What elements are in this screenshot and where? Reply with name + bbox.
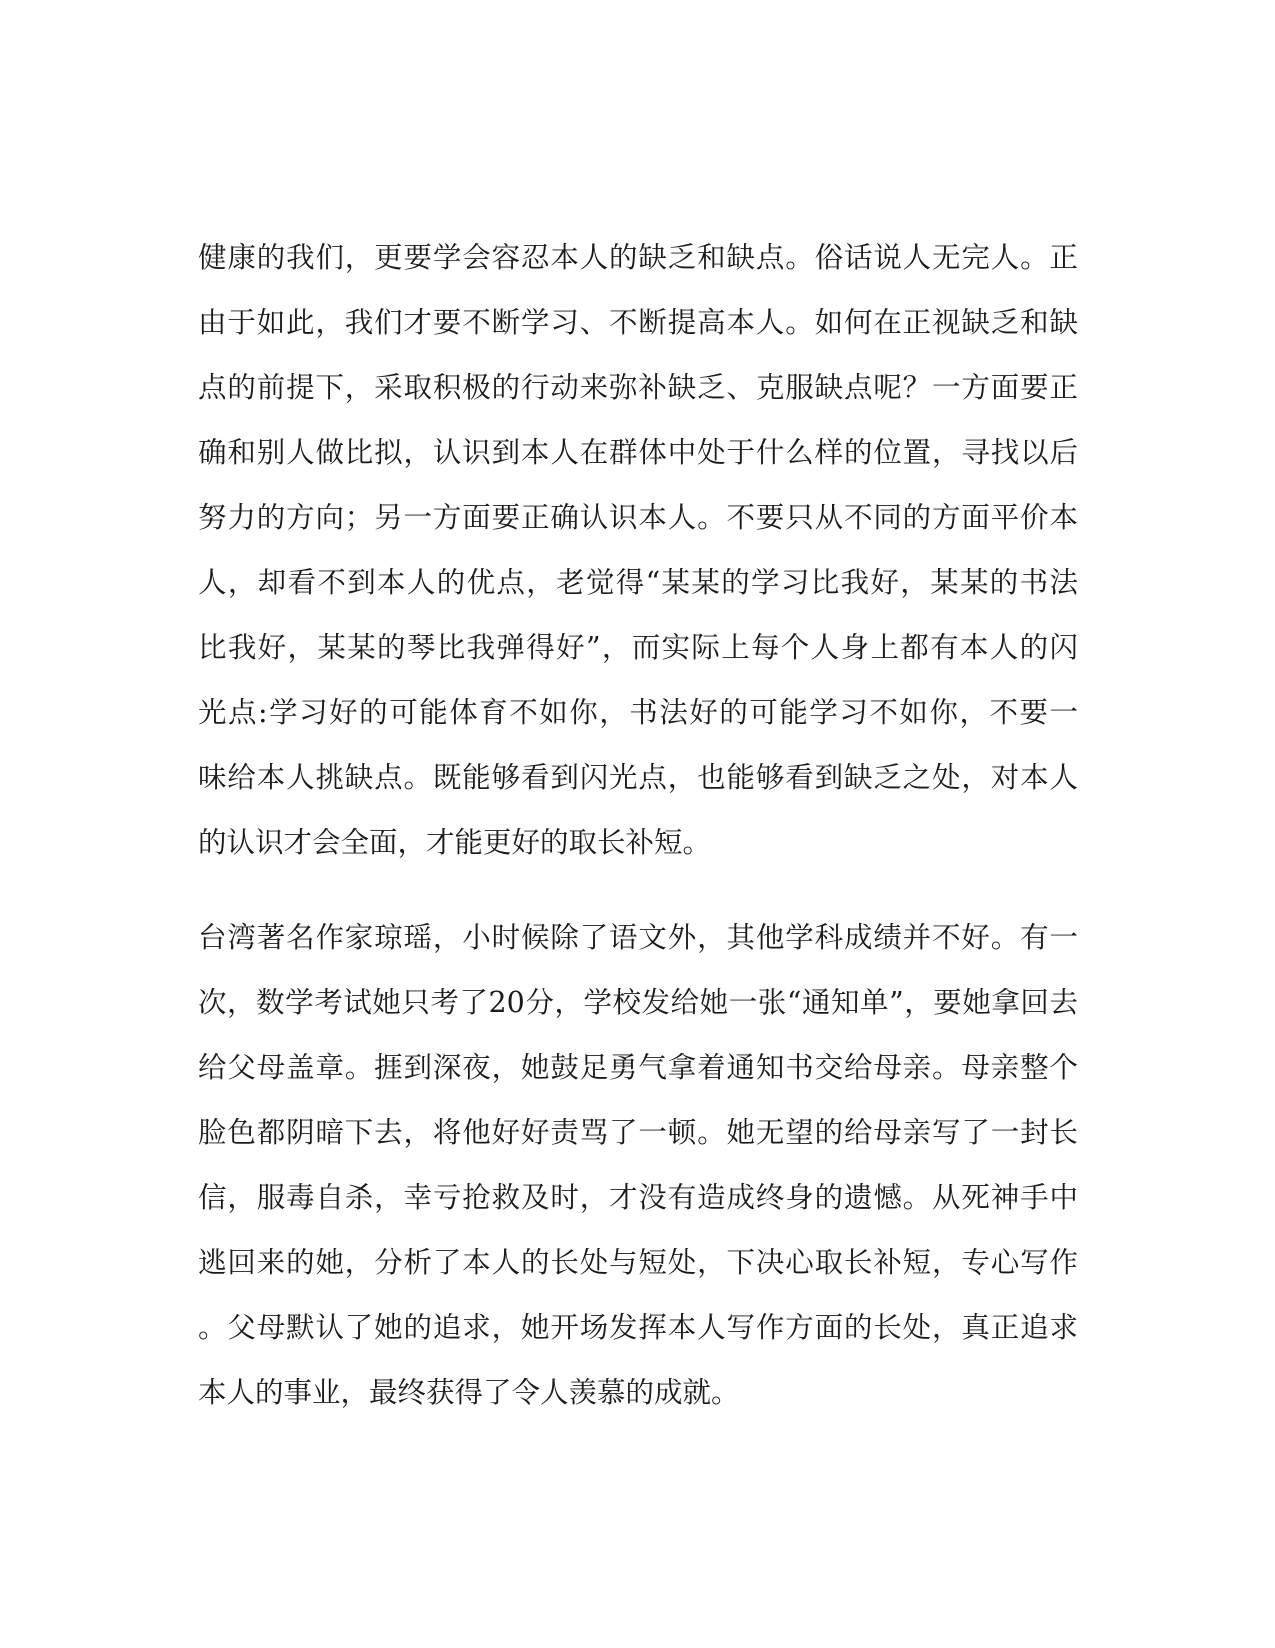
paragraph-line: 给父母盖章。捱到深夜，她鼓足勇气拿着通知书交给母亲。母亲整个 (198, 1051, 1078, 1084)
paragraph-line: 努力的方向；另一方面要正确认识本人。不要只从不同的方面平价本 (198, 501, 1078, 534)
paragraph-line: 的认识才会全面，才能更好的取长补短。 (198, 826, 712, 859)
paragraph-1 (198, 225, 1078, 875)
paragraph-2 (198, 905, 1078, 1425)
paragraph-line: 点的前提下，采取积极的行动来弥补缺乏、克服缺点呢？一方面要正 (198, 371, 1078, 404)
paragraph-line: 信，服毒自杀，幸亏抢救及时，才没有造成终身的遗憾。从死神手中 (198, 1181, 1078, 1214)
paragraph-line: 光点:学习好的可能体育不如你，书法好的可能学习不如你，不要一 (198, 696, 1078, 729)
paragraph-line: 。父母默认了她的追求，她开场发挥本人写作方面的长处，真正追求 (198, 1311, 1078, 1344)
paragraph-line: 健康的我们，更要学会容忍本人的缺乏和缺点。俗话说人无完人。正 (198, 241, 1078, 274)
paragraph-line: 本人的事业，最终获得了令人羡慕的成就。 (198, 1376, 740, 1409)
paragraph-line: 由于如此，我们才要不断学习、不断提高本人。如何在正视缺乏和缺 (198, 306, 1078, 339)
paragraph-line: 味给本人挑缺点。既能够看到闪光点，也能够看到缺乏之处，对本人 (198, 761, 1078, 794)
paragraph-line: 确和别人做比拟，认识到本人在群体中处于什么样的位置，寻找以后 (198, 436, 1078, 469)
paragraph-line: 人，却看不到本人的优点，老觉得“某某的学习比我好，某某的书法 (198, 566, 1078, 599)
paragraph-line: 台湾著名作家琼瑶，小时候除了语文外，其他学科成绩并不好。有一 (198, 921, 1078, 954)
paragraph-line: 逃回来的她，分析了本人的长处与短处，下决心取长补短，专心写作 (198, 1246, 1078, 1279)
paragraph-line: 比我好，某某的琴比我弹得好”，而实际上每个人身上都有本人的闪 (198, 631, 1078, 664)
paragraph-line: 脸色都阴暗下去，将他好好责骂了一顿。她无望的给母亲写了一封长 (198, 1116, 1078, 1149)
paragraph-line: 次，数学考试她只考了20分，学校发给她一张“通知单”，要她拿回去 (198, 986, 1078, 1019)
